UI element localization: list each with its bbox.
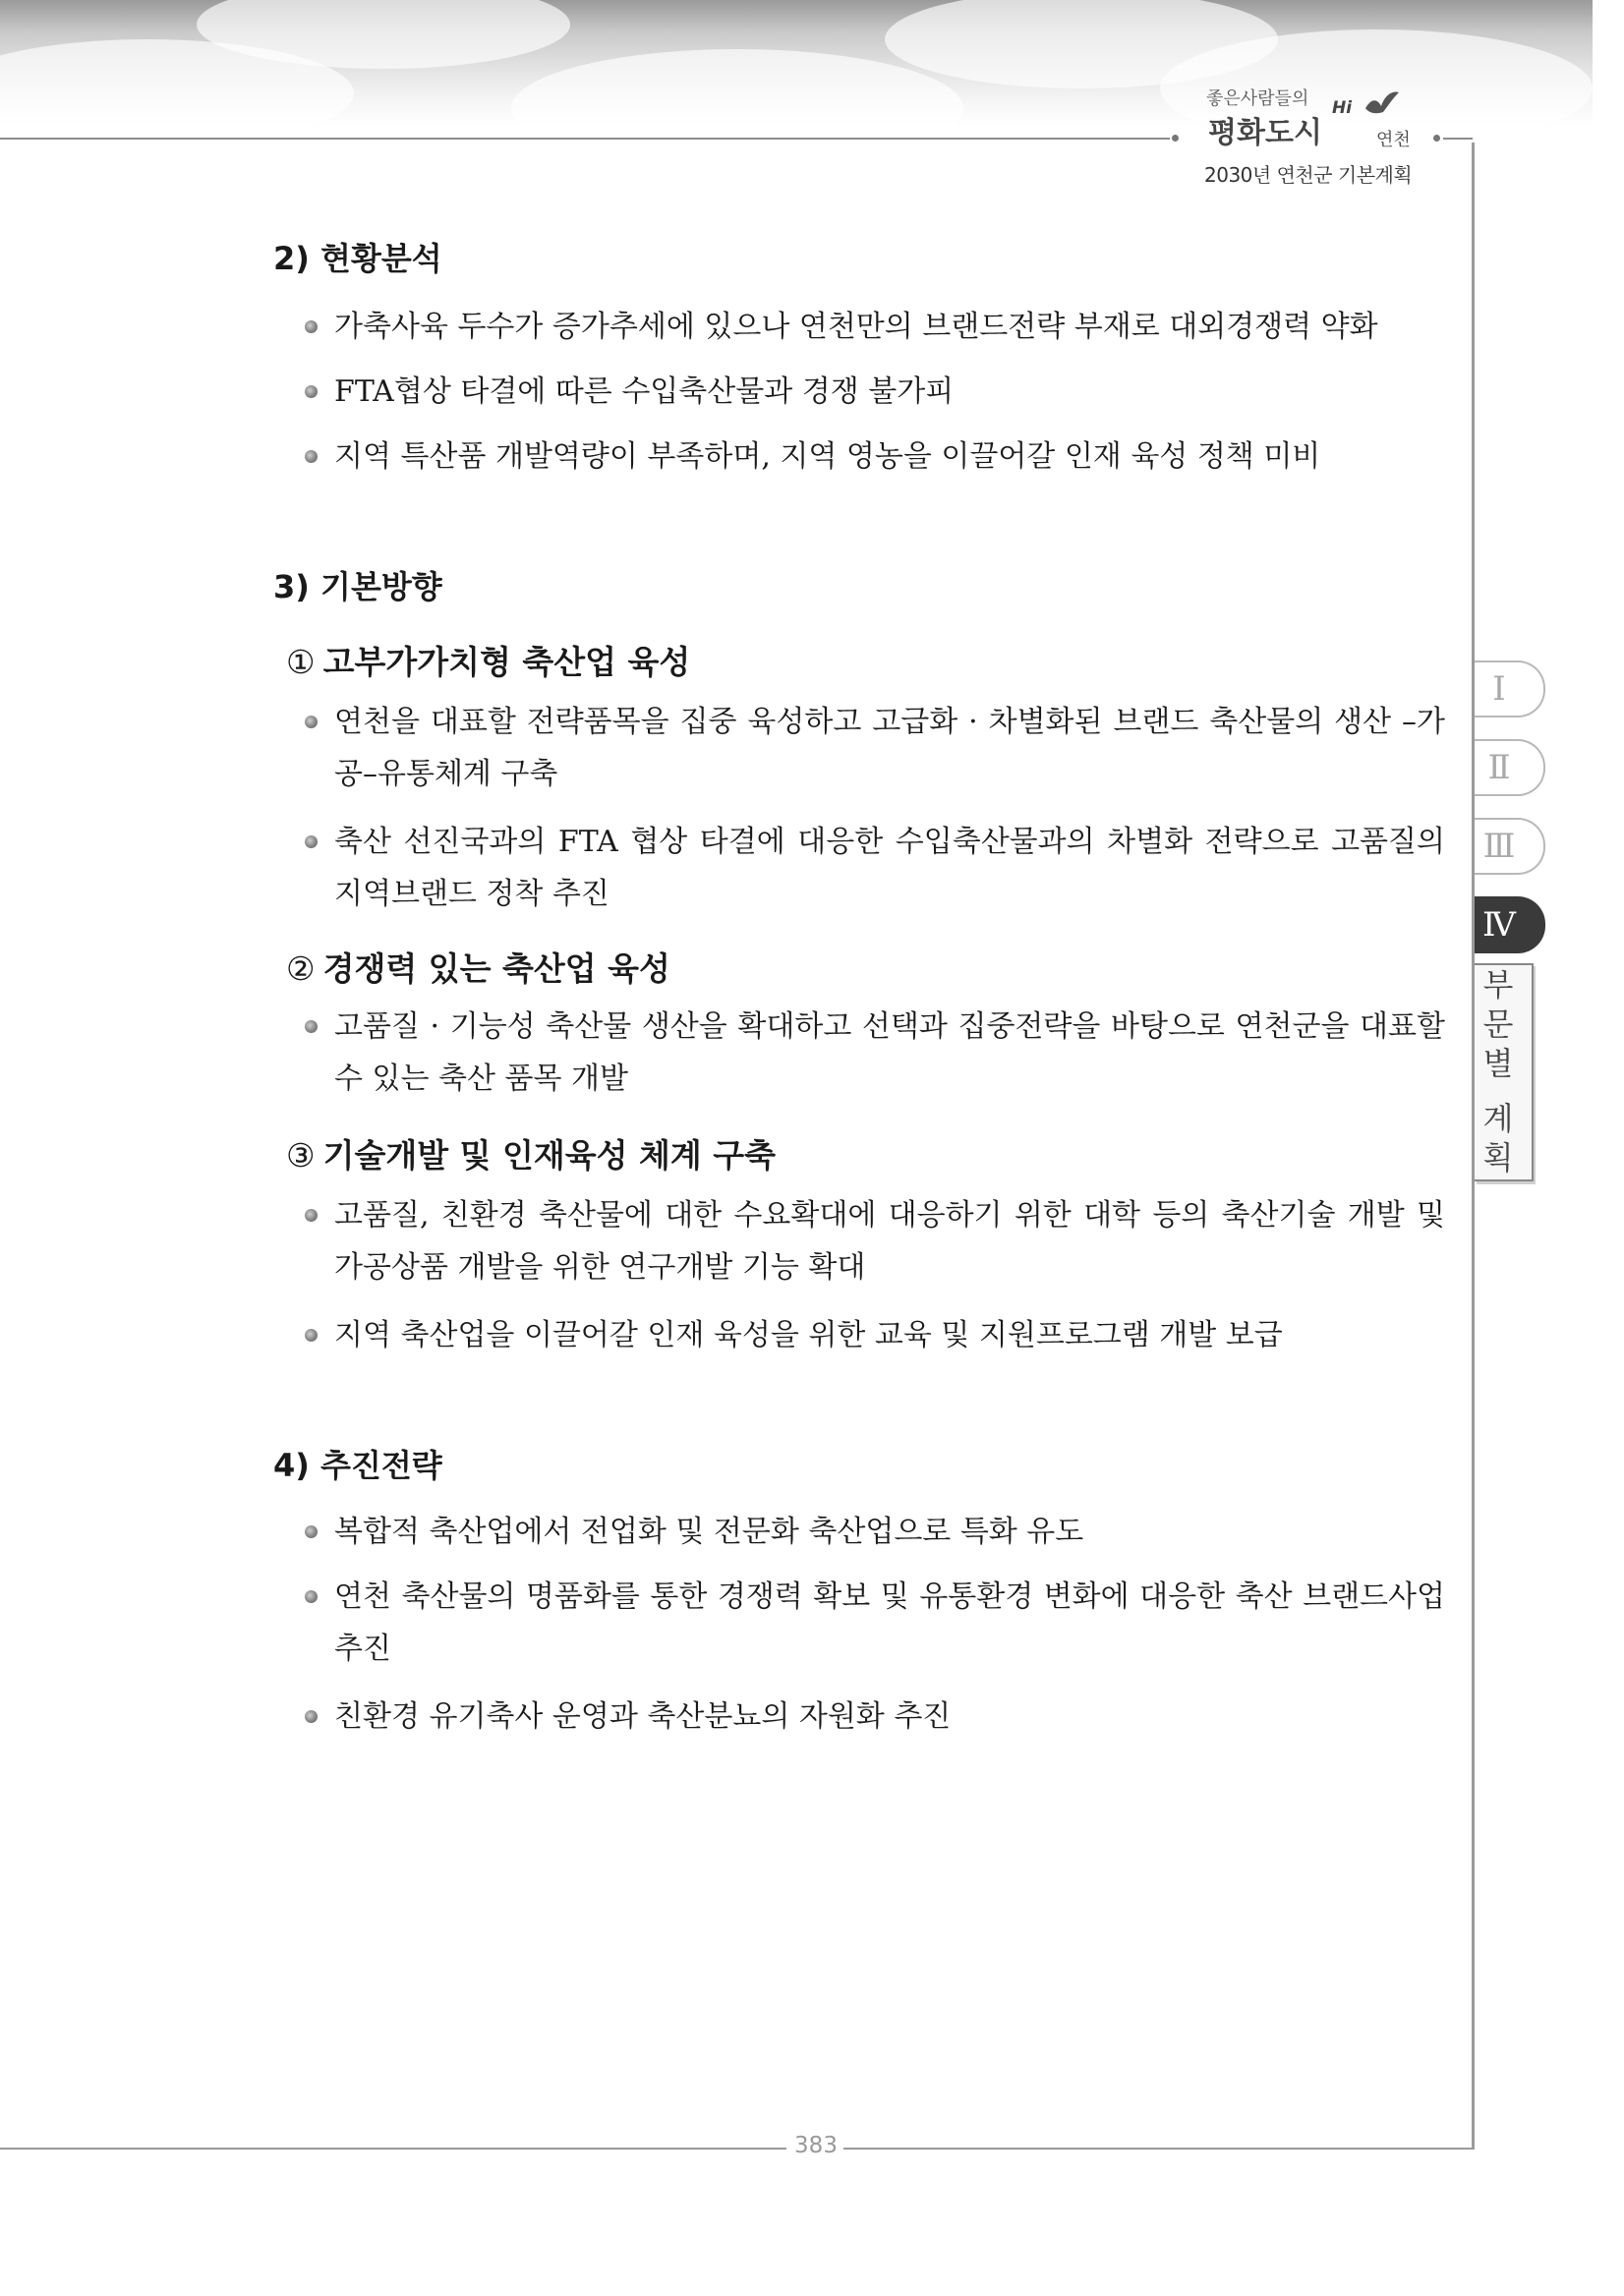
vertical-label-char: 문 [1482, 1005, 1514, 1043]
section-heading-4: 4) 추진전략 [273, 1447, 442, 1484]
bullet-icon [305, 1590, 318, 1603]
list-item: 지역 특산품 개발역량이 부족하며, 지역 영농을 이끌어갈 인재 육성 정책 미비 [305, 430, 1445, 483]
subsection-heading-3: ③ 기술개발 및 인재육성 체계 구축 [286, 1136, 776, 1175]
logo-tagline: 좋은사람들의 [1206, 88, 1309, 109]
header-rule-left [0, 138, 1170, 140]
list-item: 연천 축산물의 명품화를 통한 경쟁력 확보 및 유통환경 변화에 대응한 축산 브랜드사업 추진 [305, 1571, 1445, 1675]
bullet-icon [305, 835, 318, 848]
footer-rule-right [843, 2148, 1475, 2150]
header-rule-dot-right [1433, 135, 1440, 142]
list-item: 고품질 · 기능성 축산물 생산을 확대하고 선택과 집중전략을 바탕으로 연천군을 대표할 수 있는 축산 품목 개발 [305, 1001, 1445, 1105]
chapter-tab-1[interactable]: Ⅰ [1475, 660, 1545, 718]
chapter-tab-3[interactable]: Ⅲ [1475, 818, 1545, 875]
bullet-icon [305, 1525, 318, 1538]
vertical-label-char: 계 [1482, 1100, 1514, 1137]
bullet-icon [305, 320, 318, 333]
section-heading-2: 2) 현황분석 [273, 240, 442, 277]
list-item: 친환경 유기축사 운영과 축산분뇨의 자원화 추진 [305, 1691, 1445, 1743]
bird-icon [1362, 88, 1401, 122]
bullet-icon [305, 385, 318, 398]
footer-rule-left [0, 2148, 786, 2150]
city-logo [1194, 77, 1430, 155]
list-item: 고품질, 친환경 축산물에 대한 수요확대에 대응하기 위한 대학 등의 축산기술 개발 및 가공상품 개발을 위한 연구개발 기능 확대 [305, 1189, 1445, 1293]
chapter-vertical-label [1475, 963, 1534, 1181]
subsection-heading-1: ① 고부가가치형 축산업 육성 [286, 643, 691, 681]
header-rule-right [1443, 138, 1473, 140]
list-item: 연천을 대표할 전략품목을 집중 육성하고 고급화 · 차별화된 브랜드 축산물의 생산 –가공–유통체계 구축 [305, 696, 1445, 800]
document-subtitle: 2030년 연천군 기본계획 [1204, 163, 1413, 187]
logo-main-text: 평화도시 [1208, 116, 1322, 150]
list-item: 축산 선진국과의 FTA 협상 타결에 대응한 수입축산물과의 차별화 전략으로 고품질의 지역브랜드 정착 추진 [305, 816, 1445, 920]
header-rule-dot-left [1172, 135, 1179, 142]
logo-hi-text: Hi [1332, 98, 1353, 118]
bullet-icon [305, 716, 318, 728]
vertical-label-char: 별 [1482, 1045, 1514, 1082]
chapter-tab-2[interactable]: Ⅱ [1475, 739, 1545, 796]
vertical-label-char: 획 [1482, 1139, 1514, 1177]
list-item: FTA협상 타결에 따른 수입축산물과 경쟁 불가피 [305, 366, 1445, 418]
section-heading-3: 3) 기본방향 [273, 568, 442, 605]
bullet-icon [305, 450, 318, 463]
bullet-icon [305, 1209, 318, 1222]
page-number: 383 [794, 2133, 838, 2158]
logo-city-name: 연천 [1376, 130, 1411, 150]
bullet-icon [305, 1710, 318, 1723]
bullet-icon [305, 1020, 318, 1033]
list-item: 가축사육 두수가 증가추세에 있으나 연천만의 브랜드전략 부재로 대외경쟁력 약화 [305, 301, 1445, 353]
list-item: 복합적 축산업에서 전업화 및 전문화 축산업으로 특화 유도 [305, 1506, 1445, 1558]
chapter-tab-4-active[interactable]: Ⅳ [1475, 896, 1545, 953]
list-item: 지역 축산업을 이끌어갈 인재 육성을 위한 교육 및 지원프로그램 개발 보급 [305, 1309, 1445, 1361]
vertical-label-char: 부 [1482, 966, 1514, 1004]
subsection-heading-2: ② 경쟁력 있는 축산업 육성 [286, 949, 670, 988]
bullet-icon [305, 1329, 318, 1342]
